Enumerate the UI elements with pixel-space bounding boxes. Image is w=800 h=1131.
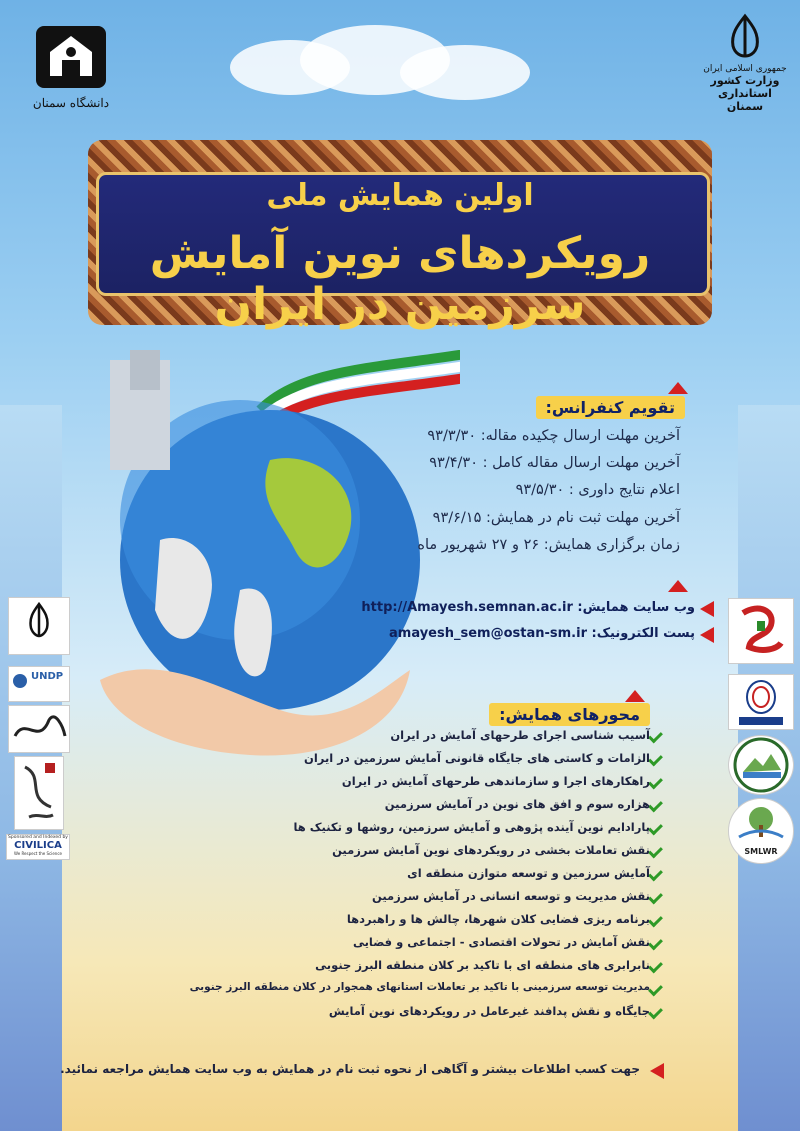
university-logo (30, 22, 112, 112)
topic-item: آمایش سرزمین و توسعه متوازن منطقه ای (407, 866, 650, 880)
sponsor-logo-right-2 (728, 674, 794, 730)
smlwr-text: SMLWR (744, 847, 778, 856)
check-icon (648, 1005, 663, 1020)
sponsor-logo-smlwr (728, 798, 794, 864)
topic-item: راهکارهای اجرا و سازماندهی طرحهای آمایش در ایران (341, 774, 650, 788)
check-icon (648, 890, 663, 905)
contact-arrow-icon (668, 580, 688, 592)
iran-emblem (700, 12, 790, 122)
topics-heading: محورهای همایش: (489, 703, 650, 726)
check-icon (648, 752, 663, 767)
email-label: پست الکترونیک: (591, 626, 695, 641)
university-logo-text: دانشگاه سمنان (32, 96, 110, 110)
topic-item: نقش تعاملات بخشی در رویکردهای نوین آمایش سرزمین (332, 843, 650, 857)
sponsor-logo-emblem (8, 597, 70, 655)
sponsor-logo-right-1 (728, 598, 794, 664)
topic-item: جایگاه و نقش پدافند غیرعامل در رویکردهای نوین آمایش (328, 1004, 650, 1018)
check-icon (648, 913, 663, 928)
check-icon (648, 798, 663, 813)
website-label: وب سایت همایش: (577, 600, 695, 615)
topic-item: هزاره سوم و افق های نوین در آمایش سرزمین (384, 797, 650, 811)
civilica-name: CIVILICA (14, 840, 62, 851)
email-arrow-icon (700, 627, 714, 643)
topics-arrow-icon (625, 690, 645, 702)
sponsor-logo-civilica (6, 834, 70, 860)
undp-text: UNDP (31, 671, 64, 682)
check-icon (648, 729, 663, 744)
sponsor-logo-calligraphy (8, 705, 70, 753)
website-link[interactable]: http://Amayesh.semnan.ac.ir (361, 600, 573, 615)
topic-item: نقش آمایش در تحولات اقتصادی - اجتماعی و فضایی (352, 935, 650, 949)
check-icon (648, 982, 663, 997)
topic-item: پارادایم نوین آینده پژوهی و آمایش سرزمین، روشها و تکنیک ها (293, 820, 650, 834)
cloud (400, 45, 530, 100)
website-line (361, 600, 695, 615)
check-icon (648, 775, 663, 790)
calendar-arrow-icon (668, 382, 688, 394)
check-icon (648, 844, 663, 859)
calendar-heading: تقویم کنفرانس: (536, 396, 686, 419)
sponsor-logo-right-3 (728, 735, 794, 795)
topic-item: نابرابری های منطقه ای با تاکید بر کلان منطقه البرز جنوبی (315, 958, 650, 972)
check-icon (648, 936, 663, 951)
email-line (389, 626, 695, 641)
governorate-text: استانداری سمنان (718, 87, 772, 113)
ministry-text: وزارت کشور (710, 74, 780, 87)
title-line2: رویکردهای نوین آمایش سرزمین در ایران (149, 228, 651, 330)
civilica-tagline: We Respect the Science (14, 851, 62, 856)
check-icon (648, 821, 663, 836)
sponsor-logo-undp (8, 666, 70, 702)
civilica-caption: Sponsored and Indexed by (8, 835, 68, 840)
topic-item: الزامات و کاستی های جایگاه قانونی آمایش سرزمین در ایران (304, 751, 650, 765)
calendar-item: آخرین مهلت ارسال مقاله کامل : ۹۳/۴/۳۰ (429, 455, 680, 471)
sponsor-logo-calligraphy-2 (14, 756, 64, 830)
topic-item: آسیب شناسی اجرای طرحهای آمایش در ایران (390, 728, 650, 742)
emblem-text: جمهوری اسلامی ایران (703, 64, 787, 74)
footer-arrow-icon (650, 1063, 664, 1079)
check-icon (648, 867, 663, 882)
calendar-item: زمان برگزاری همایش: ۲۶ و ۲۷ شهریور ماه (417, 537, 680, 553)
check-icon (648, 959, 663, 974)
website-arrow-icon (700, 601, 714, 617)
topic-item: برنامه ریزی فضایی کلان شهرها، چالش ها و راهبردها (346, 912, 650, 926)
footer-note: جهت کسب اطلاعات بیشتر و آگاهی از نحوه ثبت نام در همایش به وب سایت همایش مراجعه نمائید. (60, 1062, 640, 1076)
email-link[interactable]: amayesh_sem@ostan-sm.ir (389, 626, 587, 641)
calendar-item: آخرین مهلت ارسال چکیده مقاله: ۹۳/۳/۳۰ (427, 428, 680, 444)
topic-item: نقش مدیریت و توسعه انسانی در آمایش سرزمین (371, 889, 650, 903)
globe-illustration (80, 350, 460, 770)
topic-item: مدیریت توسعه سرزمینی با تاکید بر تعاملات استانهای همجوار در کلان منطقه البرز جنوبی (189, 981, 650, 993)
title-line1: اولین همایش ملی (266, 178, 534, 213)
calendar-item: اعلام نتایج داوری : ۹۳/۵/۳۰ (515, 482, 680, 498)
calendar-item: آخرین مهلت ثبت نام در همایش: ۹۳/۶/۱۵ (432, 510, 680, 526)
